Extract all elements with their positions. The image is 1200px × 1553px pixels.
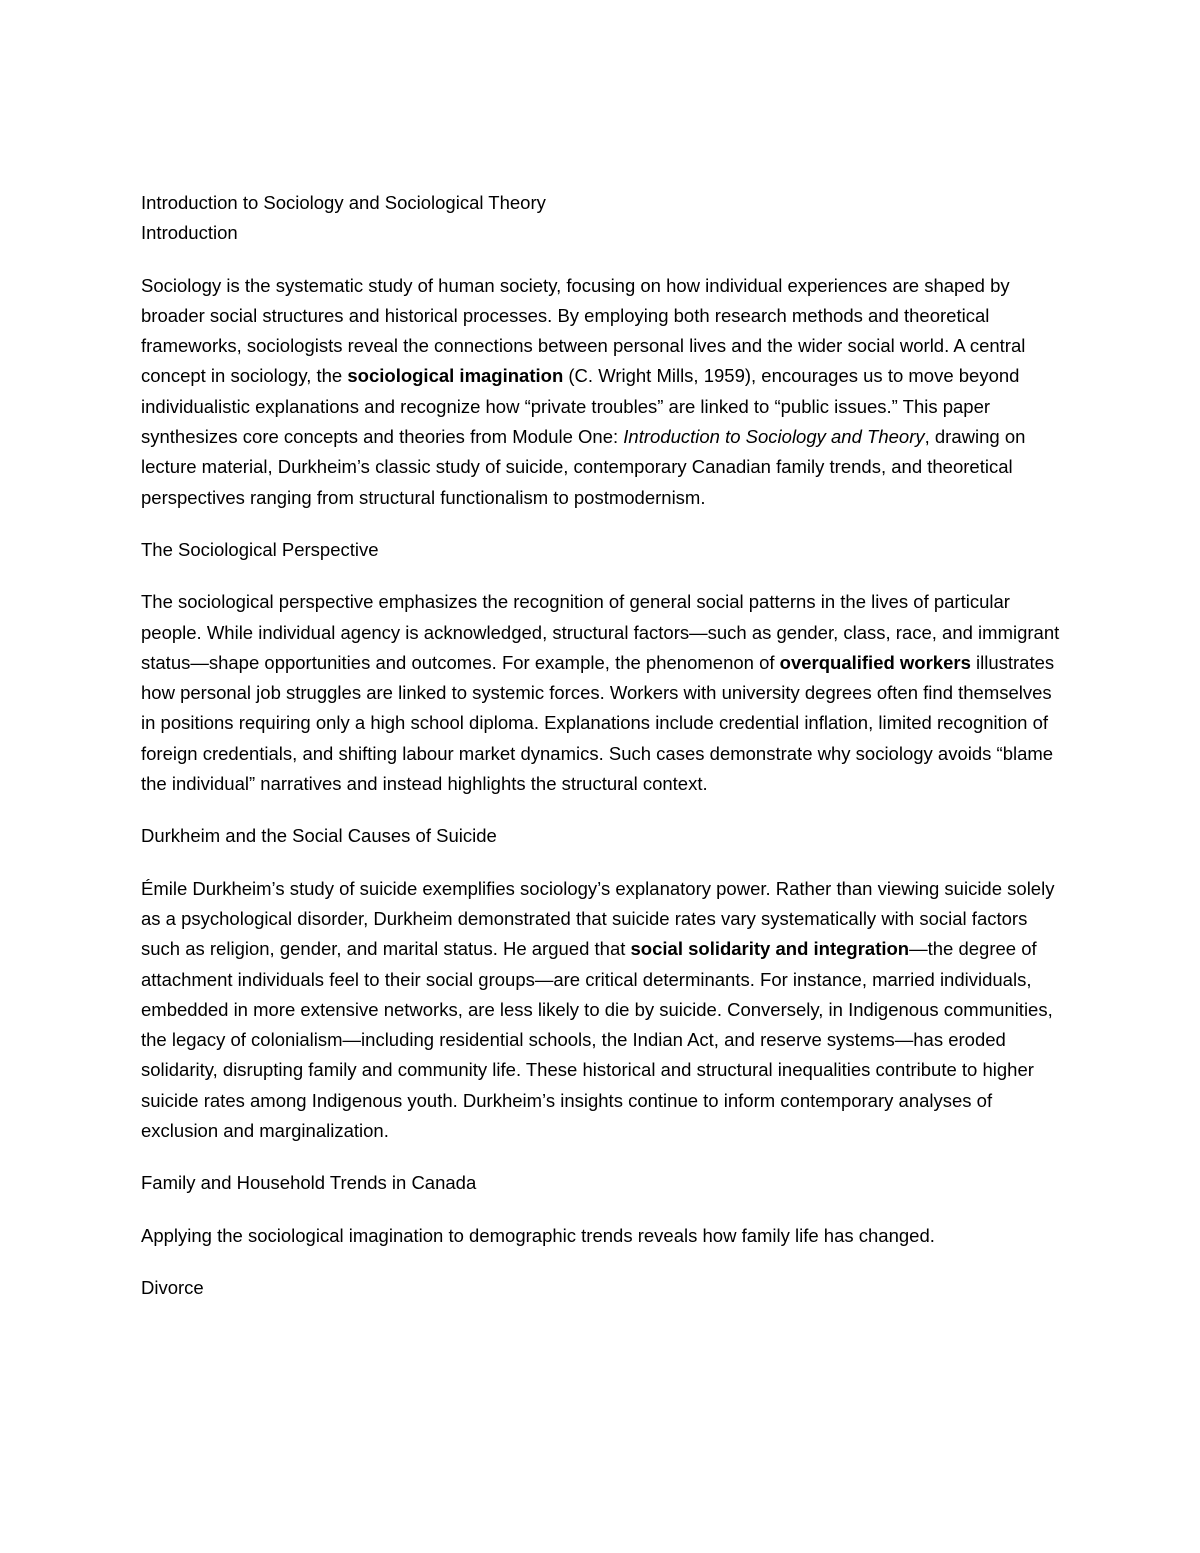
intro-bold-term: sociological imagination: [347, 365, 564, 387]
intro-text-1: Sociology is the systematic study of human society, focusing on how individual experiences are shaped by broader social structures and historical processes. By employing both research methods and theoretical frameworks, sociologists reveal the connections between personal lives and the wider social world. A central concept in sociology, the: [141, 274, 1026, 387]
durkheim-bold-term: social solidarity and integration: [630, 938, 910, 960]
durkheim-text-1: Émile Durkheim’s study of suicide exemplifies sociology’s explanatory power. Rather than viewing suicide solely as a psychological disorder, Durkheim demonstrated that suicide rates vary systematically with social factors such as religion, gender, and marital status. He argued that: [141, 877, 1055, 960]
durkheim-paragraph: [141, 874, 1066, 1147]
intro-text-2: (C. Wright Mills, 1959), encourages us to move beyond individualistic explanations and recognize how “private troubles” are linked to “public issues.” This paper synthesizes core concepts and theories from Module One:: [141, 365, 1020, 448]
divorce-heading: Divorce: [141, 1276, 204, 1298]
family-heading: Family and Household Trends in Canada: [141, 1172, 477, 1194]
intro-paragraph: [141, 271, 1066, 513]
perspective-text-2: illustrates how personal job struggles are linked to systemic forces. Workers with university degrees often find themselves in positions requiring only a high school diploma. Explanations include credential inflation, limited recognition of foreign credentials, and shifting labour market dynamics. Such cases demonstrate why sociology avoids “blame the individual” narratives and instead highlights the structural context.: [141, 651, 1055, 795]
durkheim-heading: Durkheim and the Social Causes of Suicide: [141, 825, 497, 847]
intro-heading: Introduction: [141, 222, 238, 244]
perspective-heading: The Sociological Perspective: [141, 538, 379, 560]
document-title: Introduction to Sociology and Sociological Theory: [141, 192, 546, 213]
family-paragraph: Applying the sociological imagination to demographic trends reveals how family life has changed.: [141, 1224, 935, 1246]
perspective-bold-term: overqualified workers: [779, 651, 971, 673]
durkheim-text-2: —the degree of attachment individuals feel to their social groups—are critical determinants. For instance, married individuals, embedded in more extensive networks, are less likely to die by suicide. Conversely, in Indigenous communities, the legacy of colonialism—including residential schools, the Indian Act, and reserve systems—has eroded solidarity, disrupting family and community life. These historical and structural inequalities contribute to higher suicide rates among Indigenous youth. Durkheim’s insights continue to inform contemporary analyses of exclusion and marginalization.: [141, 938, 1053, 1142]
intro-italic-module: Introduction to Sociology and Theory: [623, 426, 925, 448]
document-body: [141, 188, 1066, 1303]
intro-text-3: , drawing on lecture material, Durkheim’s classic study of suicide, contemporary Canadian family trends, and theoretical perspectives ranging from structural functionalism to postmodernism.: [141, 426, 1026, 508]
perspective-paragraph: [141, 587, 1066, 799]
perspective-text-1: The sociological perspective emphasizes the recognition of general social patterns in the lives of particular people. While individual agency is acknowledged, structural factors—such as gender, class, race, and immigrant status—shape opportunities and outcomes. For example, the phenomenon of: [141, 591, 1060, 673]
